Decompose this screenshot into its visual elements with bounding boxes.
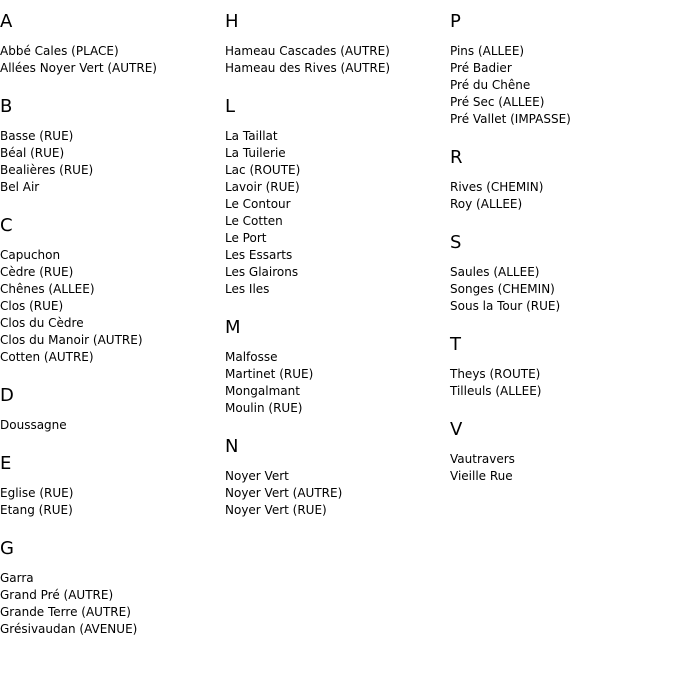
street-link[interactable]: Abbé Cales (PLACE) bbox=[0, 44, 119, 58]
street-link[interactable]: Tilleuls (ALLEE) bbox=[450, 384, 542, 398]
street-link[interactable]: Moulin (RUE) bbox=[225, 401, 303, 415]
street-list bbox=[450, 264, 670, 315]
street-list bbox=[225, 349, 445, 417]
street-link[interactable]: Vautravers bbox=[450, 452, 515, 466]
street-link[interactable]: La Taillat bbox=[225, 129, 278, 143]
street-link[interactable]: Eglise (RUE) bbox=[0, 486, 74, 500]
street-link[interactable]: Malfosse bbox=[225, 350, 278, 364]
street-link[interactable]: Noyer Vert bbox=[225, 469, 289, 483]
street-list bbox=[0, 417, 220, 434]
street-link[interactable]: Noyer Vert (AUTRE) bbox=[225, 486, 343, 500]
street-list bbox=[450, 451, 670, 485]
street-link[interactable]: Hameau des Rives (AUTRE) bbox=[225, 61, 391, 75]
letter-group-n bbox=[225, 437, 445, 519]
street-link[interactable]: Garra bbox=[0, 571, 34, 585]
street-link[interactable]: Les Iles bbox=[225, 282, 270, 296]
street-link[interactable]: Rives (CHEMIN) bbox=[450, 180, 544, 194]
street-link[interactable]: Vieille Rue bbox=[450, 469, 513, 483]
street-link[interactable]: Grand Pré (AUTRE) bbox=[0, 588, 114, 602]
street-list bbox=[450, 43, 670, 128]
street-link[interactable]: Pins (ALLEE) bbox=[450, 44, 525, 58]
street-link[interactable]: Cotten (AUTRE) bbox=[0, 350, 94, 364]
index-column-3 bbox=[450, 12, 670, 505]
street-link[interactable]: Theys (ROUTE) bbox=[450, 367, 541, 381]
street-link[interactable]: Bel Air bbox=[0, 180, 40, 194]
street-link[interactable]: Allées Noyer Vert (AUTRE) bbox=[0, 61, 157, 75]
street-link[interactable]: La Tuilerie bbox=[225, 146, 286, 160]
street-list bbox=[450, 366, 670, 400]
letter-group-p bbox=[450, 12, 670, 128]
street-link[interactable]: Hameau Cascades (AUTRE) bbox=[225, 44, 390, 58]
street-list bbox=[0, 485, 220, 519]
letter-heading: D bbox=[0, 385, 14, 406]
street-link[interactable]: Martinet (RUE) bbox=[225, 367, 314, 381]
street-link[interactable]: Grande Terre (AUTRE) bbox=[0, 605, 131, 619]
street-link[interactable]: Le Cotten bbox=[225, 214, 283, 228]
street-link[interactable]: Saules (ALLEE) bbox=[450, 265, 540, 279]
street-link[interactable]: Doussagne bbox=[0, 418, 67, 432]
street-link[interactable]: Basse (RUE) bbox=[0, 129, 74, 143]
letter-group-e bbox=[0, 454, 220, 519]
letter-heading: M bbox=[225, 317, 241, 338]
street-link[interactable]: Noyer Vert (RUE) bbox=[225, 503, 327, 517]
letter-heading: S bbox=[450, 232, 462, 253]
street-list bbox=[225, 468, 445, 519]
street-link[interactable]: Capuchon bbox=[0, 248, 61, 262]
street-list bbox=[0, 570, 220, 638]
street-link[interactable]: Etang (RUE) bbox=[0, 503, 73, 517]
letter-heading: N bbox=[225, 436, 239, 457]
letter-group-s bbox=[450, 233, 670, 315]
street-list bbox=[225, 43, 445, 77]
letter-heading: B bbox=[0, 96, 13, 117]
street-link[interactable]: Lavoir (RUE) bbox=[225, 180, 300, 194]
letter-heading: C bbox=[0, 215, 13, 236]
letter-heading: E bbox=[0, 453, 12, 474]
street-list bbox=[0, 128, 220, 196]
street-link[interactable]: Lac (ROUTE) bbox=[225, 163, 301, 177]
street-link[interactable]: Grésivaudan (AVENUE) bbox=[0, 622, 138, 636]
letter-group-r bbox=[450, 148, 670, 213]
street-link[interactable]: Pré Sec (ALLEE) bbox=[450, 95, 545, 109]
street-link[interactable]: Pré Badier bbox=[450, 61, 512, 75]
street-list bbox=[0, 43, 220, 77]
letter-group-t bbox=[450, 335, 670, 400]
street-link[interactable]: Le Port bbox=[225, 231, 267, 245]
letter-group-g bbox=[0, 539, 220, 638]
index-column-2 bbox=[225, 12, 445, 539]
street-link[interactable]: Clos du Manoir (AUTRE) bbox=[0, 333, 143, 347]
letter-heading: P bbox=[450, 11, 461, 32]
letter-group-a bbox=[0, 12, 220, 77]
letter-heading: L bbox=[225, 96, 236, 117]
street-link[interactable]: Les Essarts bbox=[225, 248, 293, 262]
street-link[interactable]: Chênes (ALLEE) bbox=[0, 282, 95, 296]
letter-heading: V bbox=[450, 419, 463, 440]
street-link[interactable]: Sous la Tour (RUE) bbox=[450, 299, 561, 313]
letter-heading: G bbox=[0, 538, 14, 559]
letter-group-l bbox=[225, 97, 445, 298]
street-list bbox=[450, 179, 670, 213]
street-link[interactable]: Le Contour bbox=[225, 197, 291, 211]
street-link[interactable]: Béal (RUE) bbox=[0, 146, 65, 160]
letter-heading: R bbox=[450, 147, 463, 168]
street-link[interactable]: Cèdre (RUE) bbox=[0, 265, 74, 279]
letter-heading: A bbox=[0, 11, 13, 32]
street-link[interactable]: Pré du Chêne bbox=[450, 78, 531, 92]
letter-group-v bbox=[450, 420, 670, 485]
letter-heading: H bbox=[225, 11, 239, 32]
street-link[interactable]: Songes (CHEMIN) bbox=[450, 282, 555, 296]
letter-heading: T bbox=[450, 334, 461, 355]
street-link[interactable]: Mongalmant bbox=[225, 384, 300, 398]
street-link[interactable]: Roy (ALLEE) bbox=[450, 197, 523, 211]
index-column-1 bbox=[0, 12, 220, 658]
street-link[interactable]: Bealières (RUE) bbox=[0, 163, 94, 177]
letter-group-d bbox=[0, 386, 220, 434]
letter-group-h bbox=[225, 12, 445, 77]
letter-group-m bbox=[225, 318, 445, 417]
street-link[interactable]: Pré Vallet (IMPASSE) bbox=[450, 112, 571, 126]
letter-group-b bbox=[0, 97, 220, 196]
street-link[interactable]: Les Glairons bbox=[225, 265, 299, 279]
street-list bbox=[225, 128, 445, 298]
street-link[interactable]: Clos du Cèdre bbox=[0, 316, 84, 330]
letter-group-c bbox=[0, 216, 220, 366]
street-link[interactable]: Clos (RUE) bbox=[0, 299, 64, 313]
street-list bbox=[0, 247, 220, 366]
